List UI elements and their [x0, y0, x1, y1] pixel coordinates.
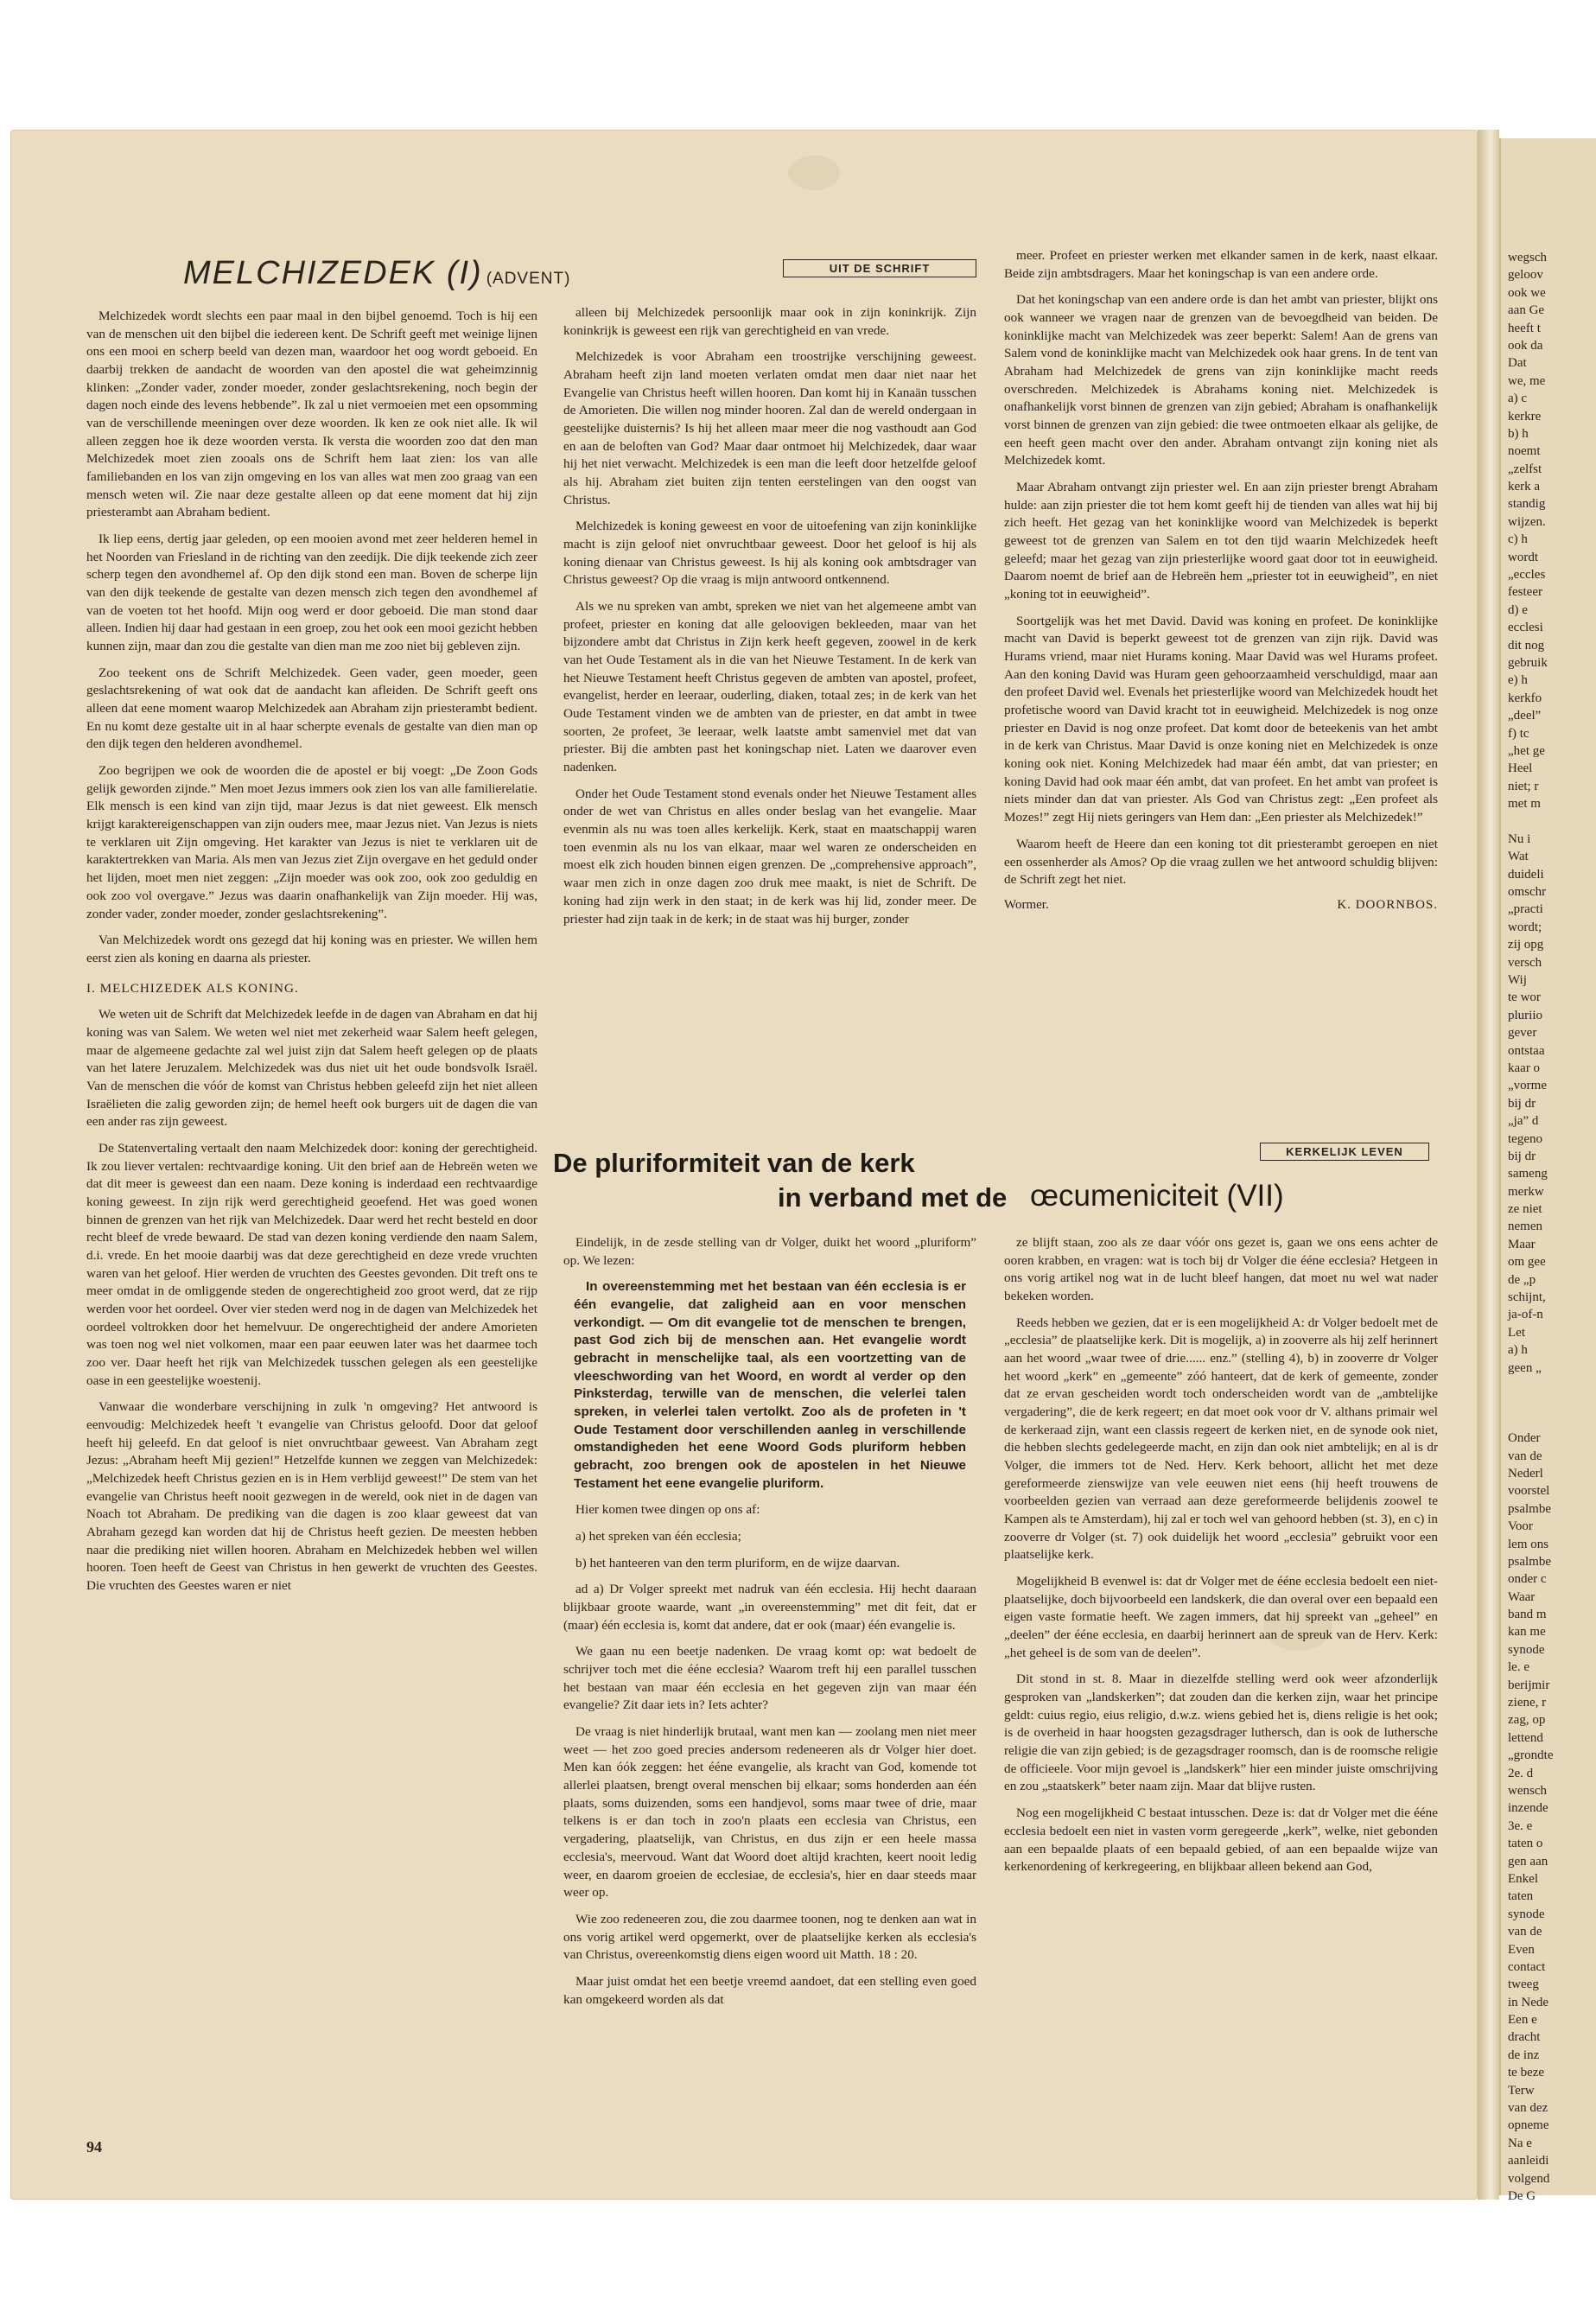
signature-author: K. DOORNBOS.: [1337, 897, 1438, 912]
adjacent-page-line: inzende: [1508, 1801, 1548, 1816]
adjacent-page-line: van dez: [1508, 2101, 1548, 2116]
adjacent-page-line: de „p: [1508, 1272, 1536, 1287]
adjacent-page-line: taten o: [1508, 1837, 1543, 1851]
adjacent-page-line: Na e: [1508, 2136, 1532, 2150]
adjacent-page-line: De G: [1508, 2188, 1536, 2203]
adjacent-page-line: Enkel: [1508, 1871, 1538, 1886]
adjacent-page-line: in Nede: [1508, 1995, 1549, 2009]
adjacent-page-line: bij dr: [1508, 1096, 1536, 1111]
adjacent-page-line: „deel”: [1508, 709, 1542, 723]
adjacent-page-line: Onder: [1508, 1431, 1541, 1446]
article2-title-line1: De pluriformiteit van de kerk: [553, 1148, 915, 1178]
adjacent-page-line: kaar o: [1508, 1060, 1541, 1075]
paragraph: Ik liep eens, dertig jaar geleden, op een mooien avond met zeer helderen hemel in het Noorden van Friesland in de richting van den zeedijk. Die dijk teekende zich zeer scherp tegen den avondhemel af. Op den dijk stond een man. Boven de scherpe lijn van den dijk teekende de gestalte van dezen mensch zich tegen den avondhemel af van de voeten tot het hoofd. Mijn oog werd er door geboeid. Die man stond daar alleen. Indien hij daar had gestaan in een groep, zou het ook een mooi gezicht hebben kunnen zijn, maar dan zou die gestalte van dien man me zoo niet bij gebleven zijn.: [86, 532, 537, 654]
adjacent-page-line: d) e: [1508, 602, 1528, 617]
paragraph: We gaan nu een beetje nadenken. De vraag komt op: wat bedoelt de schrijver toch met die ééne ecclesia? Waarom treft hij een parallel tusschen het bestaan van maar één ecclesia en het gegeven zijn van maar één evangelie? Zit daar iets in? Iets achter?: [563, 1644, 976, 1713]
adjacent-page-line: lettend: [1508, 1730, 1543, 1745]
paragraph: Zoo teekent ons de Schrift Melchizedek. Geen vader, geen moeder, geen geslachtsrekening of wat ook dat de aandacht kan afleiden. De Schrift geeft ons alleen dat eene moment waarop Melchizedek aan Abraham zijn priesterambt bedient. En nu komt deze gestalte uit in al haar scherpte evenals de gestalte van dien man op den dijk tegen den helderen avondhemel.: [86, 665, 537, 752]
adjacent-page-line: noemt: [1508, 444, 1541, 459]
section-heading: I. MELCHIZEDEK ALS KONING.: [86, 980, 299, 996]
adjacent-page-line: ziene, r: [1508, 1696, 1547, 1710]
adjacent-page-line: festeer: [1508, 585, 1542, 600]
paragraph: Wie zoo redeneeren zou, die zou daarmee toonen, nog te denken aan wat in ons vorig artikel werd opgemerkt, over de plaatselijke kerken als ecclesia's van Christus, overeenkomstig diens eigen woord uit Matth. 18 : 20.: [563, 1911, 976, 1963]
paragraph: Soortgelijk was het met David. David was koning en profeet. De koninklijke macht van David is beperkt geweest tot de grenzen van zijn rijk. David was Hurams vriend, maar niet Hurams koning. Maar David was wel Hurams profeet. Aan den koning David was Huram geen gehoorzaamheid verschuldigd, maar aan den profeet David wel. Evenals het priesterlijke woord van Melchizedek houdt het profetische woord van David kracht tot in eeuwigheid. Melchizedek is nog onze priester en David is nog onze profeet. Dat komt door de beteekenis van het ambt in de kerk van Christus. Maar David is onze koning niet en Melchizedek is onze koning ook niet. Koning Melchizedek had maar één ambt, dat van priester; en koning David had ook maar één ambt, dat van profeet. En het ambt van profeet is niets minder dan dat van priester. Als God van Christus zegt: „Een profeet als Mozes!” zegt Hij niets geringers van Hem dan: „Een priester als Melchizedek!”: [1004, 613, 1438, 825]
adjacent-page-line: ook da: [1508, 338, 1543, 353]
paper-stain: [788, 156, 840, 190]
adjacent-page-line: opneme: [1508, 2118, 1549, 2133]
adjacent-page-line: geen „: [1508, 1360, 1542, 1375]
adjacent-page-line: „ja” d: [1508, 1114, 1539, 1129]
adjacent-page-line: f) tc: [1508, 726, 1529, 741]
adjacent-page-line: Heel: [1508, 761, 1533, 776]
article2-column-3: [1004, 1234, 1438, 1885]
adjacent-page-line: heeft t: [1508, 321, 1541, 335]
adjacent-page-line: te beze: [1508, 2066, 1545, 2080]
adjacent-page-line: omschr: [1508, 885, 1547, 900]
adjacent-page-line: geloov: [1508, 268, 1543, 283]
adjacent-page-line: Even: [1508, 1942, 1535, 1957]
adjacent-page-line: „grondte: [1508, 1748, 1554, 1763]
paragraph: Onder het Oude Testament stond evenals onder het Nieuwe Testament alles onder de wet van Christus en alles onder beslag van het evangelie. Maar evenmin als nu was toen alles kerkelijk. Kerk, staat en maatschappij waren toen evenmin als nu los van elkaar, maar wel waren ze onderscheiden en moest elk zich houden binnen eigen grenzen. De „comprehensive approach”, waar men zich in onze dagen zoo druk mee maakt, is niet de Schrift. De koning had zijn werk in den staat; in de kerk was hij lid, zonder meer. De priester had zijn taak in de kerk; in de staat was hij burger, zonder: [563, 786, 976, 927]
adjacent-page-line: le. e: [1508, 1660, 1529, 1675]
category-badge-uit-de-schrift: UIT DE SCHRIFT: [783, 259, 976, 277]
col1-intro: [86, 308, 537, 968]
adjacent-page-line: zag, op: [1508, 1713, 1546, 1728]
paragraph: Reeds hebben we gezien, dat er is een mogelijkheid A: dr Volger bedoelt met de „ecclesia” de plaatselijke kerk. Dit is mogelijk, a) in zooverre als hij zelf herinnert aan het woord „waar twee of drie...... enz.” (stelling 4), b) in zooverre dr Volger het woord „kerk” en „gemeente” zóó hanteert, dat de kerk of gemeente, zonder dat ze ervan gescheiden wordt toch onderscheiden wordt van de „ambtelijke vergadering”, die de kerk regeert; en dat moet ook voor dr V. althans primair wel de kerkeraad zijn, want een classis regeert de kerken niet, en de synode ook niet, die hebben slechts gedelegeerde macht, en zijn dan ook niet ambtelijk; en al is dr Volger, die immers tot de Ned. Herv. Kerk behoort, allicht het met deze gereformeerde zienswijze van vele eeuwen niet eens (hij heeft trouwens de voorbeelden gezien van verraad aan deze gereformeerde belijdenis zoowel te Kampen als te Amsterdam), hij zal er toch wel van gehoord hebben (st. 3), en c) in zooverre dr Volger (st. 7) ook duidelijk het woord „ecclesia” gebruikt voor een plaatselijke kerk.: [1004, 1315, 1438, 1563]
paragraph: Dat het koningschap van een andere orde is dan het ambt van priester, blijkt ons ook wanneer we vragen naar de grenzen van de bevoegdheid van beiden. De koninklijke macht van Melchizedek was zeer beperkt: Salem! Aan de grens van Salem vond de koninklijke macht van Melchizedek ook haar grens. In de tent van Abraham had Melchizedek de grens van zijn koninklijke macht reeds overschreden. Melchizedek is Abrahams koning niet. Melchizedek is onafhankelijk vorst binnen de grenzen van zijn gebied; Abraham is onafhankelijk vorst binnen de grenzen van zijn gebied: die twee ontmoeten elkaar als gelijke, de een heeft geen macht over den ander. Abraham ontvangt zijn koning niet als Melchizedek komt.: [1004, 292, 1438, 468]
paragraph: Melchizedek is koning geweest en voor de uitoefening van zijn koninklijke macht is zijn geloof niet onvruchtbaar geweest. Door het geloof is hij als koning dienaar van Christus geweest. Is hij als koning ook ambtsdrager van Christus geweest? Op die vraag is mijn antwoord ontkennend.: [563, 519, 976, 588]
adjacent-page-line: niet; r: [1508, 779, 1539, 793]
article-title-main: MELCHIZEDEK (I): [183, 255, 483, 291]
paragraph: De vraag is niet hinderlijk brutaal, want men kan — zoolang men niet meer weet — het zoo goed precies andersom redeneeren als dr Volger hier doet. Men kan óók zeggen: het ééne evangelie, als kracht van God, komende tot allerlei plaatsen, brengt overal menschen bij elkaar; soms honderden aan één plaats, soms duizenden, soms een handjevol, soms maar twee of drie, maar telkens is er dan toch in zoo'n plaats een ecclesia van Christus, een vergadering, plaatselijk, van Christus, en dus zijn er een heele massa ecclesia's, meervoud. Want dat Woord doet altijd krachten, keert nooit ledig weer, en daarom groeien de ecclesiae, de ecclesia's, hier en daar steeds maar weer op.: [563, 1724, 976, 1901]
adjacent-page-line: psalmbe: [1508, 1554, 1551, 1569]
adjacent-page-line: te wor: [1508, 990, 1541, 1005]
paragraph: b) het hanteeren van den term pluriform, en de wijze daarvan.: [575, 1555, 900, 1570]
article2-title-line3: œcumeniciteit (VII): [1030, 1179, 1284, 1213]
adjacent-page-line: Waar: [1508, 1589, 1536, 1604]
adjacent-page-line: tweeg: [1508, 1977, 1539, 1992]
adjacent-page-line: a) c: [1508, 392, 1528, 406]
adjacent-page-line: [1508, 1394, 1596, 1411]
paragraph: Van Melchizedek wordt ons gezegd dat hij koning was en priester. We willen hem eerst zien als koning en daarna als priester.: [86, 933, 537, 965]
adjacent-page-line: b) h: [1508, 426, 1529, 441]
adjacent-page-line: contact: [1508, 1959, 1546, 1974]
adjacent-page-line: de inz: [1508, 2047, 1540, 2062]
adjacent-page-line: voorstel: [1508, 1484, 1550, 1499]
adjacent-page-line: bij dr: [1508, 1149, 1536, 1163]
paragraph: alleen bij Melchizedek persoonlijk maar ook in zijn koninkrijk. Zijn koninkrijk is geweest een rijk van gerechtigheid en van vrede.: [563, 305, 976, 338]
adjacent-page-line: [1508, 1412, 1596, 1430]
adjacent-page-line: Let: [1508, 1325, 1525, 1340]
paragraph: Maar juist omdat het een beetje vreemd aandoet, dat een stelling even goed kan omgekeerd worden als dat: [563, 1973, 976, 2007]
adjacent-page-line: [1508, 1377, 1596, 1394]
adjacent-page-line: versch: [1508, 955, 1542, 970]
adjacent-page-line: ze niet: [1508, 1202, 1542, 1217]
paragraph: Mogelijkheid B evenwel is: dat dr Volger met de ééne ecclesia bedoelt een niet-plaatselijke, doch bijvoorbeeld een landskerk, die dan overal over een bepaald een eigen vaste formatie heeft. We zagen immers, dat hij spreekt van „geheel” en „deelen” der ééne ecclesia, en daarbij herinnert aan de spreuk van de Herv. Kerk: „het geheel is de som van de deelen”.: [1004, 1574, 1438, 1660]
paragraph: Melchizedek is voor Abraham een troostrijke verschijning geweest. Abraham heeft zijn land moeten verlaten omdat men daar niet naar het Evangelie van Christus heeft willen hooren. Dan komt hij in Kanaän tusschen de Amorieten. Die willen nog minder hooren. Zal dan de wereld ondergaan in geestelijke duisternis? Is hij het alleen maar meer die nog vasthoudt aan God en aan de beloften van God? Maar daar ontmoet hij Melchizedek, daar waar hij het niet verwacht. Melchizedek is een man die leeft door hetzelfde geloof als hij. Abraham ziet buiten zijn tenten eerstelingen van den oogst van Christus.: [563, 349, 976, 507]
adjacent-page-line: [1508, 813, 1596, 831]
paragraph: ze blijft staan, zoo als ze daar vóór ons gezet is, gaan we ons eens achter de ooren krabben, en vragen: wat is toch bij dr Volger die ééne ecclesia? Hetgeen in ons vorig artikel nog wat in de lucht bleef hangen, dat moet nu wel wat nader bekeken worden.: [1004, 1235, 1438, 1304]
article-title-subtitle: (ADVENT): [486, 270, 571, 288]
signature-place: Wormer.: [1004, 897, 1049, 912]
adjacent-page-line: ecclesi: [1508, 621, 1543, 635]
adjacent-page-line: kerk a: [1508, 480, 1541, 494]
adjacent-page-line: c) h: [1508, 532, 1528, 547]
paragraph: Vanwaar die wonderbare verschijning in zulk 'n omgeving? Het antwoord is eenvoudig: Melchizedek heeft 't evangelie van Christus geloofd. Door dat geloof heeft hij geleefd. En dat geloof is niet onvruchtbaar geweest. Van Abraham zegt Jezus: „Abraham heeft Mij gezien!” Hetzelfde kunnen we zeggen van Melchizedek: „Melchizedek heeft Christus gezien en is in Hem verblijd geweest!” De stem van het evangelie van Christus heeft nooit gezwegen in de wereld, ook niet in de dagen van Noach tot Abraham. De prediking van die dagen is zoo klaar geweest dat van Abraham gezegd kan worden dat hij de Christus heeft gezien. De meesten hebben naar die prediking niet willen hooren. Abraham en Melchizedek hebben wel willen hooren. Toen heeft de Geest van Christus in hen gewerkt de vruchten des Geestes. Die vruchten des Geestes waren er niet: [86, 1399, 537, 1594]
paragraph: Dit stond in st. 8. Maar in diezelfde stelling werd ook weer afzonderlijk gesproken van „landskerken”; dat zouden dan die kerken zijn, waar het principe geldt: cuius regio, eius religio, d.w.z. wiens gebied het is, diens religie is het ook; is de overheid in haar hoogsten gezagsdrager luthersch, dan is ook de luthersche religie die van zijn gebied; is de gezagsdrager roomsch, dan is de roomsche religie de officieele. Voor mijn gevoel is „landskerk” hier een minder juiste omschrijving en zou „staatskerk” beter naam zijn. Maar dat blijve rusten.: [1004, 1672, 1438, 1794]
adjacent-page-line: wijzen.: [1508, 514, 1546, 529]
paragraph: Hier komen twee dingen op ons af:: [575, 1502, 760, 1518]
adjacent-page-line: Terw: [1508, 2083, 1535, 2098]
quote-block: In overeenstemming met het bestaan van één ecclesia is er één evangelie, dat zaligheid aan en voor menschen verkondigt. — Om dit evangelie tot de menschen te brengen, past God zich bij de menschen aan. Het evangelie wordt gebracht in menschelijke taal, als een voortzetting van de vleeschwording van het Woord, en wordt al verder op den Pinksterdag, terwille van de menschen, die velerlei talen spreken, in velerlei talen vertolkt. Zoo als de profeten in 't Oude Testament door verschillenden aanleg in verschillende omstandigheden het eene Woord Gods pluriform hebben gebracht, zoo brengen ook de apostelen in het Nieuwe Testament het eene evangelie pluriform.: [574, 1279, 966, 1491]
adjacent-page-line: duideli: [1508, 867, 1544, 882]
adjacent-page-line: dracht: [1508, 2030, 1541, 2045]
paragraph: meer. Profeet en priester werken met elkander samen in de kerk, naast elkaar. Beide zijn ambtsdragers. Maar het koningschap is van een andere orde.: [1004, 248, 1438, 281]
adjacent-page-line: gebruik: [1508, 655, 1548, 670]
adjacent-page-line: standig: [1508, 497, 1546, 512]
page-number: 94: [86, 2138, 102, 2156]
adjacent-page-line: van de: [1508, 1449, 1542, 1463]
adjacent-page-line: 3e. e: [1508, 1818, 1533, 1833]
adjacent-page-line: gever: [1508, 1026, 1537, 1041]
adjacent-page-line: onder c: [1508, 1572, 1547, 1587]
adjacent-page-line: band m: [1508, 1608, 1547, 1622]
adjacent-page-line: synode: [1508, 1907, 1545, 1921]
adjacent-page-line: aanleidi: [1508, 2154, 1549, 2168]
adjacent-page-line: a) h: [1508, 1343, 1528, 1358]
adjacent-page-line: zij opg: [1508, 938, 1544, 952]
paragraph: Eindelijk, in de zesde stelling van dr Volger, duikt het woord „pluriform” op. We lezen:: [563, 1235, 976, 1268]
adjacent-page-line: taten: [1508, 1889, 1534, 1904]
adjacent-page-line: Wat: [1508, 850, 1529, 864]
adjacent-page-line: wordt;: [1508, 920, 1542, 934]
article1-column-1: [86, 308, 537, 1604]
paragraph: De Statenvertaling vertaalt den naam Melchizedek door: koning der gerechtigheid. Ik zou liever vertalen: rechtvaardige koning. Uit den brief aan de Hebreën weten we dat dit meer is geweest dan een naam. Deze koning is inderdaad een rechtvaardige koning geweest. In zijn rijk werd gerechtigheid geoefend. Het was goed wonen binnen de grenzen van het rijk van Melchizedek. Daar werd het recht besteld en door recht bleef de vrede bewaard. De stad van dezen koning verdiende den naam Salem, d.i. vrede. En het mooie daarbij was dat deze gerechtigheid en deze vrede vruchten waren van het geloof. Hier werden de vruchten des Geestes gevonden. Dit treft ons te meer omdat in de omliggende steden de ongerechtigheid zoo groot werd, dat ze rijp werden voor het oordeel. Over vier steden werd nog in de dagen van Melchizedek het oordeel voltrokken door het hemelvuur. De ongerechtigheid der andere Amorieten was toen nog wel niet volkomen, maar een paar eeuwen later was het daarmee toch zoo ver. Daar heeft het rijk van Melchizedek tusschen gelegen als een geestelijke oase in een geestelijke woestenij.: [86, 1140, 537, 1388]
paragraph: Melchizedek wordt slechts een paar maal in den bijbel genoemd. Toch is hij een van de menschen uit den bijbel die iedereen kent. De Schrift geeft met weinige lijnen ons een mooi en scherp beeld van dezen man, waardoor het oog wordt geboeid. En daarbij trekken de aandacht de woorden van den apostel die wat geheimzinnig klinken: „Zonder vader, zonder moeder, zonder geslachtsrekening, noch begin der dagen noch einde des levens hebbende”. Ik zal u niet vermoeien met een opsomming van de verschillende meeningen over deze woorden. Ik ken ze ook niet alle. Ik wil alleen zeggen hoe ik deze woorden versta. Ik versta die woorden zoo dat den man Melchizedek moet zien zooals ons de Schrift hem laat zien: los van alle familiebanden en los van zijn omgeving en los van alles wat men zoo graag van een mensch weten wil. Zie naar deze gestalte alleen op dat eene moment dat hij zijn priesterambt aan Abraham bedient.: [86, 309, 537, 520]
adjacent-page-line: „practi: [1508, 902, 1543, 917]
adjacent-page-line: ontstaa: [1508, 1043, 1545, 1058]
adjacent-page-line: aan Ge: [1508, 303, 1545, 318]
adjacent-page-line: „het ge: [1508, 743, 1545, 758]
adjacent-page-line: tegeno: [1508, 1131, 1542, 1146]
article-title: [183, 255, 570, 292]
adjacent-page-line: kerkre: [1508, 409, 1542, 424]
adjacent-page-line: „zelfst: [1508, 462, 1542, 476]
adjacent-page-line: kerkfo: [1508, 691, 1542, 705]
article2-column-2: [563, 1234, 976, 2017]
adjacent-page-line: Maar: [1508, 1237, 1536, 1251]
adjacent-page-line: kan me: [1508, 1625, 1546, 1640]
adjacent-page-line: dit nog: [1508, 638, 1545, 653]
adjacent-page-line: sameng: [1508, 1167, 1548, 1181]
adjacent-page-line: ook we: [1508, 285, 1546, 300]
article2-title-line2: in verband met de: [778, 1182, 1008, 1213]
paragraph: We weten uit de Schrift dat Melchizedek leefde in de dagen van Abraham en dat hij koning was van Salem. We weten wel niet met zekerheid waar Salem heeft gelegen, maar de algemeene gedachte zal wel juist zijn dat Salem heeft gelegen op de plaats van het latere Jeruzalem. Melchizedek was dus niet uit het oude bondsvolk Israël. Van de menschen die vóór de komst van Christus hebben geleefd zijn het niet alleen Israëlieten die zalig geworden zijn; de hemel heeft ook burgers uit de dagen die van een ander ras zijn geweest.: [86, 1007, 537, 1130]
adjacent-page-line: Nu i: [1508, 831, 1531, 846]
paragraph: Als we nu spreken van ambt, spreken we niet van het algemeene ambt van profeet, priester en koning dat alle geloovigen bekleeden, maar van het bijzondere ambt dat Christus in Zijn kerk heeft gegeven, zoowel in de kerk van het Oude Testament als in die van het Nieuwe Testament. In de kerk van het Nieuwe Testament heeft Christus gegeven de ambten van apostel, profeet, evangelist, herder en leeraar, ouderling, diaken, totaal zes; in de kerk van het Oude Testament vinden we de ambten van de priester, en dat ambt in twee soorten, 2e profeet, 3e leeraar, welk laatste ambt samenviel met dat van priester. Bij die ambten past het koningschap niet. Laten we daarover even nadenken.: [563, 599, 976, 775]
adjacent-page-line: ja-of-n: [1508, 1308, 1543, 1322]
adjacent-page-fragment: [1499, 138, 1596, 2203]
paragraph: a) het spreken van één ecclesia;: [575, 1529, 741, 1544]
adjacent-page-line: wegsch: [1508, 251, 1547, 264]
page-gutter: [1478, 130, 1499, 2200]
adjacent-page-line: wordt: [1508, 550, 1538, 564]
adjacent-page-line: berijmir: [1508, 1678, 1550, 1692]
signature: [1004, 898, 1438, 913]
adjacent-page-line: van de: [1508, 1925, 1542, 1939]
adjacent-page-line: nemen: [1508, 1220, 1542, 1234]
adjacent-page-line: psalmbe: [1508, 1501, 1551, 1516]
adjacent-page-lines: [1501, 138, 1596, 2205]
adjacent-page-line: „vorme: [1508, 1079, 1547, 1093]
adjacent-page-line: om gee: [1508, 1255, 1546, 1270]
paragraph: ad a) Dr Volger spreekt met nadruk van één ecclesia. Hij hecht daaraan blijkbaar groote waarde, want „in overeenstemming” met dit feit, dat er (maar) één ecclesia is, komt dat andere, dat er ook (maar) één evangelie is.: [563, 1582, 976, 1633]
article1-column-2: [563, 304, 976, 937]
adjacent-page-line: Wij: [1508, 973, 1527, 988]
col1-section: [86, 1006, 537, 1595]
adjacent-page-line: merkw: [1508, 1184, 1544, 1199]
adjacent-page-line: volgend: [1508, 2171, 1550, 2186]
adjacent-page-line: gen aan: [1508, 1854, 1548, 1869]
paragraph: Zoo begrijpen we ook de woorden die de apostel er bij voegt: „De Zoon Gods gelijk geworden zijnde.” Men moet Jezus immers ook zien los van alle familierelatie. Elk mensch is een kind van zijn tijd, maar Jezus is dat niet geweest. Elk mensch krijgt karaktereigenschappen van zijn ouders mee, maar Jezus niet. Van Jezus is niets te verklaren uit Zijn omgeving. Het karakter van Jezus is niet te verklaren uit de karaktertrekken van Maria. Als men van Jezus ziet Zijn overgave en het geduld onder het lijden, moet men niet zeggen: „Zijn moeder was ook zoo, ook zoo geduldig en ook zoo vol overgave.” Jezus was daarin onafhankelijk van Zijn moeder. Hij was, zonder vader, zonder moeder, zonder geslachtsrekening”.: [86, 763, 537, 921]
adjacent-page-line: synode: [1508, 1642, 1545, 1657]
adjacent-page-line: we, me: [1508, 373, 1546, 388]
adjacent-page-line: „eccles: [1508, 568, 1546, 583]
adjacent-page-line: Nederl: [1508, 1466, 1543, 1481]
adjacent-page-line: e) h: [1508, 673, 1528, 688]
adjacent-page-line: Dat: [1508, 356, 1527, 371]
paragraph: Nog een mogelijkheid C bestaat intusschen. Deze is: dat dr Volger met die ééne ecclesia bedoelt een niet in vasten vorm geregeerde „kerk”, welke, niet gebonden aan een bepaalde plaats of een bepaald gebied, of aan een bepaalde wijze van kerkenordening of kerkregeering, en blijkbaar alleen bekend aan God,: [1004, 1805, 1438, 1875]
adjacent-page-line: schijnt,: [1508, 1290, 1546, 1305]
adjacent-page-line: Voor: [1508, 1519, 1533, 1534]
adjacent-page-line: met m: [1508, 797, 1541, 812]
article1-column-3: [1004, 247, 1438, 913]
paragraph: Waarom heeft de Heere dan een koning tot dit priesterambt geroepen en niet een ossenherder als Amos? Op die vraag zullen we het antwoord schuldig blijven: de Schrift zegt het niet.: [1004, 836, 1438, 888]
category-badge-kerkelijk-leven: KERKELIJK LEVEN: [1260, 1143, 1429, 1161]
adjacent-page-line: wensch: [1508, 1783, 1547, 1798]
adjacent-page-line: 2e. d: [1508, 1766, 1534, 1780]
adjacent-page-line: pluriio: [1508, 1008, 1542, 1022]
paragraph: Maar Abraham ontvangt zijn priester wel. En aan zijn priester brengt Abraham hulde: aan zijn priester die tot hem komt geeft hij de tienden van alles wat hij bij zich heeft. Het gezag van het koninklijke woord van Melchizedek is beperkt geweest tot de grenzen van Salem en tot den tijd waarin Melchizedek heeft geleefd; maar het gezag van zijn priesterlijke woord gaat door tot in eeuwigheid. Daarom noemt de brief aan de Hebreën hem „priester tot in eeuwigheid”, en niet „koning tot in eeuwigheid”.: [1004, 480, 1438, 602]
adjacent-page-line: Een e: [1508, 2013, 1537, 2028]
adjacent-page-line: lem ons: [1508, 1537, 1549, 1551]
